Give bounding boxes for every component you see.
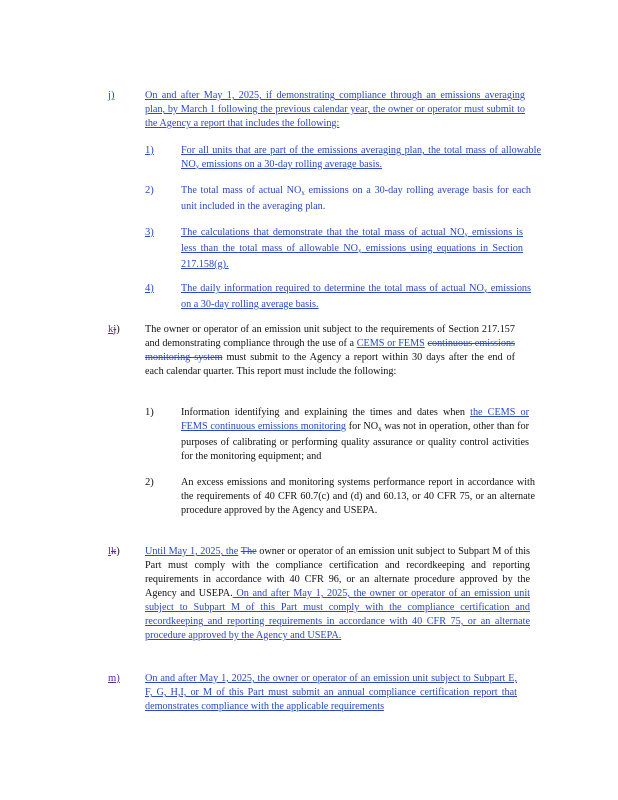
item-k-1-label: 1) (145, 407, 154, 418)
item-j-4-label: 4) (145, 283, 154, 294)
item-k-2-label: 2) (145, 477, 154, 488)
item-j-2-label: 2) (145, 185, 154, 196)
item-j-text: On and after May 1, 2025, if demonstrating compliance through an emissions averaging plan, by March 1 following the previous calendar year, the owner or operator must submit to the Agency a report that includes the following: (145, 90, 525, 129)
item-m-text: On and after May 1, 2025, the owner or operator of an emission unit subject to Subpart E, F, G, H,I, or M of this Part must submit an annual compliance certification report that demonstrates compliance with the applicable requirements (145, 673, 517, 712)
item-k-text: The owner or operator of an emission unit subject to the requirements of Section 217.157 and demonstrating compliance through the use of a CEMS or FEMS continuous emissions monitoring system must submit to the Agency a report within 30 days after the end of each calendar quarter. This report must include the following: (145, 324, 515, 377)
item-j-4-text: The daily information required to determine the total mass of actual $NO_x$ emissions on a 30-day rolling average basis. (181, 283, 531, 310)
item-j-3-text: The calculations that demonstrate that the total mass of actual $NO_x$ emissions is less than the total mass of allowable $NO_x$ emissions using equations in Section 217.158(g). (181, 227, 523, 270)
item-j-label: j) (108, 90, 115, 101)
item-m-label: m) (108, 673, 120, 684)
item-k-2-text: An excess emissions and monitoring systems performance report in accordance with the requirements of 40 CFR 60.7(c) and (d) and 60.13, or 40 CFR 75, or an alternate procedure approved by the Agency and USEPA. (181, 477, 535, 516)
item-j-1-text: For all units that are part of the emissions averaging plan, the total mass of allowable $NO_x$ emissions on a 30-day rolling average basis. (181, 145, 541, 171)
item-l-text: Until May 1, 2025, the The owner or operator of an emission unit subject to Subpart M of this Part must comply with the compliance certification and recordkeeping and reporting requirements in accordance with 40 CFR 96, or an alternate procedure approved by the Agency and USEPA. On and after May 1, 2025, the owner or operator of an emission unit subject to Subpart M of this Part must comply with the compliance certification and recordkeeping and reporting requirements in accordance with 40 CFR 75, or an alternate procedure approved by the Agency and USEPA. (145, 546, 531, 641)
item-k-1-text: Information identifying and explaining the times and dates when the CEMS or FEMS continuous emissions monitoring for $NO_x$ was not in operation, other than for purposes of calibrating or performing quality assurance or quality control activities for the monitoring equipment; and (181, 407, 530, 462)
item-j-3-label: 3) (145, 227, 154, 238)
item-j-1-label: 1) (145, 145, 154, 156)
item-j-2-text: The total mass of actual $NO_x$ emissions on a 30-day rolling average basis for each unit included in the averaging plan. (181, 185, 531, 212)
item-l-label: lk) (108, 546, 120, 557)
item-k-label: kj) (108, 324, 120, 335)
